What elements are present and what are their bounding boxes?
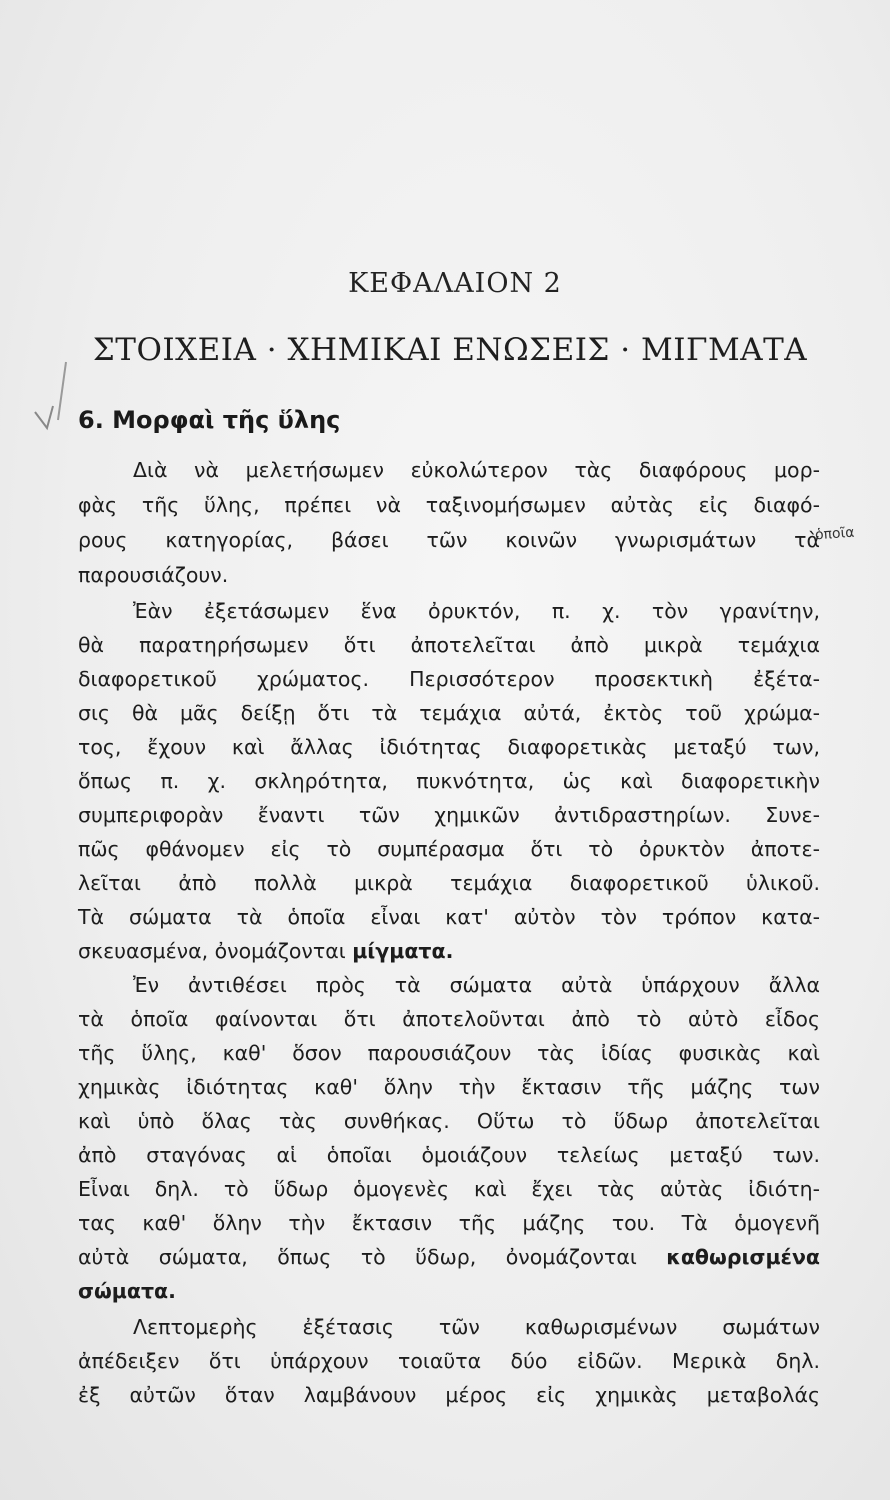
paragraph-line: διαφορετικοῦ χρώματος. Περισσότερον προσεκτικὴ ἐξέτα-	[78, 667, 820, 691]
paragraph-line	[78, 936, 820, 966]
chapter-title: ΣΤΟΙΧΕΙΑ · ΧΗΜΙΚΑΙ ΕΝΩΣΕΙΣ · ΜΙΓΜΑΤΑ	[92, 332, 808, 368]
section-title: 6. Μορφαὶ τῆς ὕλης	[78, 406, 341, 434]
term-kathorismena: καθωρισμένα	[666, 1245, 820, 1269]
paragraph-line	[78, 1276, 820, 1306]
paragraph-line: χημικὰς ἰδιότητας καθ' ὅλην τὴν ἔκτασιν τῆς μάζης των	[78, 1075, 820, 1099]
paragraph-line: τὰ ὁποῖα φαίνονται ὅτι ἀποτελοῦνται ἀπὸ τὸ αὐτὸ εἶδος	[78, 1007, 820, 1031]
paragraph-line: πῶς φθάνομεν εἰς τὸ συμπέρασμα ὅτι τὸ ὀρυκτὸν ἀποτε-	[78, 837, 820, 861]
paragraph-line: Λεπτομερὴς ἐξέτασις τῶν καθωρισμένων σωμάτων	[133, 1315, 820, 1339]
paragraph-line: Τὰ σώματα τὰ ὁποῖα εἶναι κατ' αὐτὸν τὸν τρόπον κατα-	[78, 905, 820, 929]
term-somata: σώματα.	[78, 1279, 176, 1303]
paragraph-line: φὰς τῆς ὕλης, πρέπει νὰ ταξινομήσωμεν αὐτὰς εἰς διαφό-	[78, 493, 820, 517]
paragraph-line: συμπεριφορὰν ἔναντι τῶν χημικῶν ἀντιδραστηρίων. Συνε-	[78, 803, 820, 827]
paragraph-line: ἐξ αὐτῶν ὅταν λαμβάνουν μέρος εἰς χημικὰς μεταβολάς	[78, 1383, 820, 1407]
paragraph-line: καὶ ὑπὸ ὅλας τὰς συνθήκας. Οὕτω τὸ ὕδωρ ἀποτελεῖται	[78, 1109, 820, 1133]
line-text: αὐτὰ σώματα, ὅπως τὸ ὕδωρ, ὀνομάζονται	[78, 1245, 637, 1269]
paragraph-line: Ἐὰν ἐξετάσωμεν ἕνα ὀρυκτόν, π. χ. τὸν γρανίτην,	[133, 599, 820, 623]
margin-check-icon	[33, 398, 73, 438]
paragraph-line: θὰ παρατηρήσωμεν ὅτι ἀποτελεῖται ἀπὸ μικρὰ τεμάχια	[78, 633, 820, 657]
paragraph-line: τος, ἔχουν καὶ ἄλλας ἰδιότητας διαφορετικὰς μεταξύ των,	[78, 735, 820, 759]
paragraph-line: ἀπέδειξεν ὅτι ὑπάρχουν τοιαῦτα δύο εἰδῶν. Μερικὰ δηλ.	[78, 1349, 820, 1373]
paragraph-line: Εἶναι δηλ. τὸ ὕδωρ ὁμογενὲς καὶ ἔχει τὰς αὐτὰς ἰδιότη-	[78, 1177, 820, 1201]
line-text: σκευασμένα, ὀνομάζονται	[78, 939, 346, 963]
handwritten-margin-note: ὁποῖα	[814, 524, 856, 544]
paragraph-line	[78, 1242, 820, 1272]
paragraph-line: ρους κατηγορίας, βάσει τῶν κοινῶν γνωρισμάτων τὰ	[78, 528, 820, 552]
paragraph-line: τας καθ' ὅλην τὴν ἔκτασιν τῆς μάζης του. Τὰ ὁμογενῆ	[78, 1211, 820, 1235]
paragraph-line: Διὰ νὰ μελετήσωμεν εὐκολώτερον τὰς διαφόρους μορ-	[133, 458, 820, 482]
paragraph-line: λεῖται ἀπὸ πολλὰ μικρὰ τεμάχια διαφορετικοῦ ὑλικοῦ.	[78, 871, 820, 895]
paragraph-line: ἀπὸ σταγόνας αἱ ὁποῖαι ὁμοιάζουν τελείως μεταξύ των.	[78, 1143, 820, 1167]
term-migmata: μίγματα.	[352, 939, 454, 963]
paragraph-line: σις θὰ μᾶς δείξῃ ὅτι τὰ τεμάχια αὐτά, ἐκτὸς τοῦ χρώμα-	[78, 701, 820, 725]
paragraph-line: Ἐν ἀντιθέσει πρὸς τὰ σώματα αὐτὰ ὑπάρχουν ἄλλα	[133, 973, 820, 997]
paragraph-line: ὅπως π. χ. σκληρότητα, πυκνότητα, ὡς καὶ διαφορετικὴν	[78, 769, 820, 793]
paragraph-line: παρουσιάζουν.	[78, 563, 229, 587]
chapter-label: ΚΕΦΑΛΑΙΟΝ 2	[348, 268, 562, 299]
paragraph-line: τῆς ὕλης, καθ' ὅσον παρουσιάζουν τὰς ἰδίας φυσικὰς καὶ	[78, 1041, 820, 1065]
